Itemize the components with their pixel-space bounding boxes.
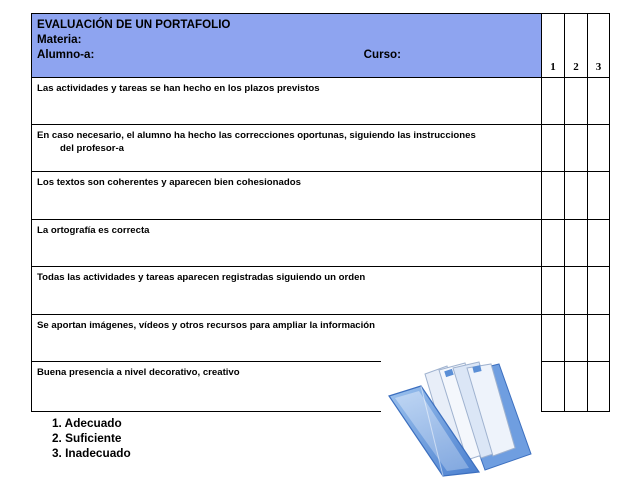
legend-item: 2. Suficiente — [52, 431, 122, 445]
header-row — [32, 14, 610, 78]
criterion-text: Las actividades y tareas se han hecho en los plazos previstos — [32, 78, 542, 125]
score-cell-1[interactable] — [542, 220, 565, 267]
legend-item: 1. Adecuado — [52, 416, 122, 430]
criterion-text: Todas las actividades y tareas aparecen registradas siguiendo un orden — [32, 267, 542, 315]
score-cell-2[interactable] — [565, 78, 588, 125]
score-column-1: 1 — [542, 14, 565, 78]
score-cell-3[interactable] — [588, 315, 610, 362]
rubric-title: EVALUACIÓN DE UN PORTAFOLIO — [37, 18, 231, 31]
folder-icon — [381, 358, 541, 478]
score-column-3: 3 — [588, 14, 610, 78]
score-cell-1[interactable] — [542, 315, 565, 362]
score-cell-1[interactable] — [542, 362, 565, 412]
score-cell-2[interactable] — [565, 267, 588, 315]
criterion-text: Se aportan imágenes, vídeos y otros recursos para ampliar la información — [32, 315, 542, 362]
score-cell-3[interactable] — [588, 362, 610, 412]
score-column-2: 2 — [565, 14, 588, 78]
criterion-row — [32, 315, 610, 362]
criterion-row — [32, 172, 610, 220]
score-cell-1[interactable] — [542, 78, 565, 125]
curso-label: Curso: — [363, 48, 401, 61]
criterion-row — [32, 267, 610, 315]
score-cell-1[interactable] — [542, 172, 565, 220]
legend-item: 3. Inadecuado — [52, 446, 131, 460]
score-cell-2[interactable] — [565, 172, 588, 220]
score-cell-3[interactable] — [588, 220, 610, 267]
criterion-row — [32, 220, 610, 267]
score-cell-2[interactable] — [565, 125, 588, 172]
score-cell-1[interactable] — [542, 125, 565, 172]
criterion-row — [32, 78, 610, 125]
score-legend — [52, 416, 131, 461]
criterion-row — [32, 125, 610, 172]
criterion-text: La ortografía es correcta — [32, 220, 542, 267]
alumno-label: Alumno-a: — [37, 48, 95, 61]
score-cell-2[interactable] — [565, 315, 588, 362]
criterion-text: Buena presencia a nivel decorativo, creativo — [32, 362, 542, 412]
score-cell-3[interactable] — [588, 125, 610, 172]
score-cell-3[interactable] — [588, 78, 610, 125]
score-cell-1[interactable] — [542, 267, 565, 315]
rubric-header — [32, 14, 542, 78]
score-cell-2[interactable] — [565, 220, 588, 267]
criterion-text: Los textos son coherentes y aparecen bien cohesionados — [32, 172, 542, 220]
score-cell-3[interactable] — [588, 172, 610, 220]
materia-label: Materia: — [37, 33, 82, 46]
score-cell-3[interactable] — [588, 267, 610, 315]
criterion-text: En caso necesario, el alumno ha hecho las correcciones oportunas, siguiendo las instrucciones del profesor-a — [32, 125, 542, 172]
portfolio-rubric-table — [31, 13, 610, 412]
score-cell-2[interactable] — [565, 362, 588, 412]
